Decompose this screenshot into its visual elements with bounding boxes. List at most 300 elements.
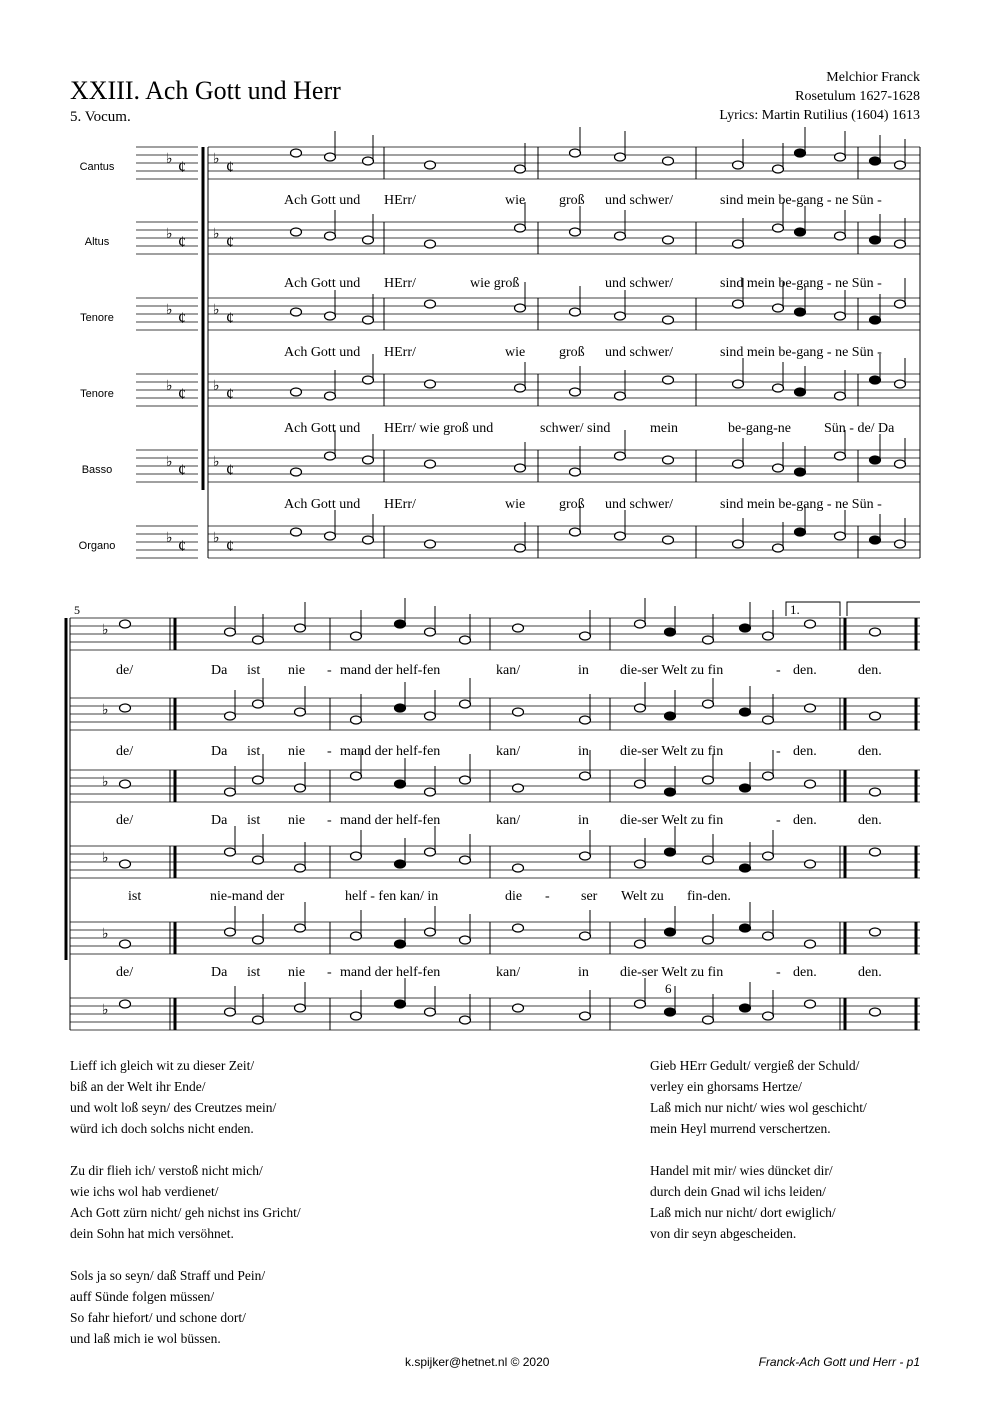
note (363, 236, 374, 244)
note (615, 392, 626, 400)
system-1-lyrics (284, 193, 895, 512)
lyric-line-tenore-2 (284, 421, 895, 436)
lyric: sind mein be-gang - ne Sün - (720, 193, 882, 208)
note (580, 716, 591, 724)
verse-line: und laß mich ie wol büssen. (70, 1331, 221, 1346)
lyric: die-ser Welt zu fin (620, 744, 724, 759)
verse-line: So fahr hiefort/ und schone dort/ (70, 1310, 246, 1325)
verses-left (70, 1055, 301, 1370)
note (395, 940, 406, 948)
lyric-line-tenore-2 (128, 889, 731, 904)
note (703, 856, 714, 864)
note (773, 384, 784, 392)
note (665, 928, 676, 936)
flat-sign: ♭ (213, 531, 220, 546)
voice-label-tenore-2: Tenore (80, 388, 114, 400)
lyric: - (327, 965, 332, 980)
verse-line: Sols ja so seyn/ daß Straff und Pein/ (70, 1268, 266, 1283)
note (295, 864, 306, 872)
note (733, 300, 744, 308)
lyric: groß (559, 497, 585, 512)
lyric: die (505, 889, 523, 904)
lyric: nie (288, 663, 306, 678)
lyric: kan/ (496, 744, 521, 759)
note (291, 388, 302, 396)
note (513, 924, 524, 932)
verse-line: biß an der Welt ihr Ende/ (70, 1079, 206, 1094)
note (295, 924, 306, 932)
note (763, 932, 774, 940)
lyric: - (776, 744, 781, 759)
note (513, 1004, 524, 1012)
note (805, 1000, 816, 1008)
note (835, 312, 846, 320)
lyric: ist (247, 965, 261, 980)
flat-sign: ♭ (166, 227, 173, 242)
note (740, 1004, 751, 1012)
lyric: groß (559, 193, 585, 208)
note (580, 852, 591, 860)
lyric: mand der helf-fen (340, 965, 441, 980)
note (515, 384, 526, 392)
voice-label-basso: Basso (81, 464, 113, 476)
note (513, 624, 524, 632)
note (895, 460, 906, 468)
lyric: mand der helf-fen (340, 744, 441, 759)
note (835, 452, 846, 460)
lyric: nie-mand der (210, 889, 285, 904)
note (570, 388, 581, 396)
note (805, 620, 816, 628)
lyric: wie groß (470, 276, 520, 291)
note (513, 864, 524, 872)
note (795, 468, 806, 476)
lyric: wie (505, 497, 526, 512)
verse-line: auff Sünde folgen müssen/ (70, 1289, 215, 1304)
note (291, 308, 302, 316)
note (425, 161, 436, 169)
note (740, 784, 751, 792)
note (895, 540, 906, 548)
staff (70, 618, 920, 650)
flat-sign: ♭ (166, 455, 173, 470)
note (795, 149, 806, 157)
note (425, 712, 436, 720)
lyric: ser (581, 889, 598, 904)
note (835, 392, 846, 400)
volta-label: 1. (790, 602, 800, 617)
note (225, 848, 236, 856)
note (615, 312, 626, 320)
note (733, 161, 744, 169)
flat-sign: ♭ (102, 703, 109, 718)
note (425, 848, 436, 856)
note (870, 788, 881, 796)
note (835, 532, 846, 540)
flat-sign: ♭ (102, 1003, 109, 1018)
note (513, 708, 524, 716)
note (425, 540, 436, 548)
note (225, 1008, 236, 1016)
lyric: fin-den. (687, 889, 731, 904)
note (325, 153, 336, 161)
note (295, 624, 306, 632)
note (225, 788, 236, 796)
note (773, 464, 784, 472)
note (580, 632, 591, 640)
note (460, 936, 471, 944)
note (870, 157, 881, 165)
note (635, 704, 646, 712)
note (291, 528, 302, 536)
note (665, 712, 676, 720)
lyric: Da (211, 965, 228, 980)
note (665, 1008, 676, 1016)
time-signature: ¢ (178, 538, 186, 555)
note (325, 312, 336, 320)
note (515, 304, 526, 312)
note (773, 304, 784, 312)
note (733, 460, 744, 468)
time-signature: ¢ (178, 386, 186, 403)
note (425, 380, 436, 388)
time-signature: ¢ (178, 462, 186, 479)
time-signature: ¢ (226, 310, 234, 327)
note (425, 460, 436, 468)
lyric: die-ser Welt zu fin (620, 813, 724, 828)
lyric: de/ (116, 663, 134, 678)
note (805, 860, 816, 868)
note (120, 704, 131, 712)
verse (70, 1160, 301, 1244)
note (663, 456, 674, 464)
verse-line: Zu dir flieh ich/ verstoß nicht mich/ (70, 1163, 263, 1178)
note (515, 165, 526, 173)
note (580, 932, 591, 940)
lyric: in (578, 965, 589, 980)
staff (208, 450, 920, 482)
verses-right (650, 1055, 867, 1265)
lyric: den. (793, 965, 817, 980)
lyric: HErr/ (384, 345, 416, 360)
flat-sign: ♭ (213, 303, 220, 318)
note (740, 624, 751, 632)
lyricist: Lyrics: Martin Rutilius (1604) 1613 (719, 108, 920, 123)
lyric: kan/ (496, 663, 521, 678)
note (870, 316, 881, 324)
flat-sign: ♭ (102, 775, 109, 790)
note (225, 712, 236, 720)
lyric-line-altus (116, 744, 882, 759)
note (805, 704, 816, 712)
lyric: ist (128, 889, 142, 904)
verse-line: Laß mich nur nicht/ dort ewiglich/ (650, 1205, 836, 1220)
note (763, 852, 774, 860)
lyric-line-cantus (284, 193, 882, 208)
note (425, 240, 436, 248)
note (870, 536, 881, 544)
lyric: HErr/ (384, 193, 416, 208)
staff (70, 998, 920, 1030)
verse-line: Handel mit mir/ wies düncket dir/ (650, 1163, 833, 1178)
time-signature: ¢ (226, 538, 234, 555)
note (570, 528, 581, 536)
note (460, 700, 471, 708)
volta-bracket (786, 602, 920, 617)
lyric: de/ (116, 744, 134, 759)
verse-line: Gieb HErr Gedult/ vergieß der Schuld/ (650, 1058, 860, 1073)
lyric: den. (793, 663, 817, 678)
time-signature: ¢ (178, 234, 186, 251)
note (570, 149, 581, 157)
note (763, 716, 774, 724)
note (325, 232, 336, 240)
lyric: - (327, 813, 332, 828)
note (580, 772, 591, 780)
note (870, 848, 881, 856)
note (805, 780, 816, 788)
lyric: die-ser Welt zu fin (620, 663, 724, 678)
note (703, 776, 714, 784)
note (425, 1008, 436, 1016)
lyric: Da (211, 744, 228, 759)
note (635, 1000, 646, 1008)
verse-line: verley ein ghorsams Hertze/ (650, 1079, 802, 1094)
note (513, 784, 524, 792)
lyric-line-tenore-1 (116, 813, 882, 828)
verse (70, 1265, 301, 1349)
verse-line: mein Heyl murrend verschertzen. (650, 1121, 831, 1136)
time-signature: ¢ (226, 386, 234, 403)
lyric: mand der helf-fen (340, 663, 441, 678)
note (663, 236, 674, 244)
note (291, 228, 302, 236)
note (665, 848, 676, 856)
note (351, 852, 362, 860)
lyric: den. (793, 744, 817, 759)
note (795, 388, 806, 396)
time-signature: ¢ (226, 159, 234, 176)
note (425, 788, 436, 796)
lyric: und schwer/ (605, 193, 674, 208)
note (615, 452, 626, 460)
note (395, 860, 406, 868)
time-signature: ¢ (178, 310, 186, 327)
note (740, 708, 751, 716)
lyric: - (545, 889, 550, 904)
figured-bass: 6 (665, 981, 672, 996)
note (763, 632, 774, 640)
note (515, 224, 526, 232)
lyric: helf - fen kan/ in (345, 889, 439, 904)
lyric: in (578, 663, 589, 678)
time-signature: ¢ (178, 159, 186, 176)
note (460, 636, 471, 644)
note (570, 468, 581, 476)
lyric: Ach Gott und (284, 276, 361, 291)
note (703, 1016, 714, 1024)
lyric: wie (505, 345, 526, 360)
note (460, 856, 471, 864)
note (253, 700, 264, 708)
lyric-line-cantus (116, 663, 882, 678)
staff (70, 698, 920, 730)
note (515, 464, 526, 472)
note (733, 540, 744, 548)
lyric: Welt zu (621, 889, 664, 904)
staff (70, 922, 920, 954)
note (253, 776, 264, 784)
note (703, 700, 714, 708)
voice-label-cantus: Cantus (79, 161, 115, 173)
flat-sign: ♭ (166, 531, 173, 546)
note (665, 628, 676, 636)
note (870, 376, 881, 384)
note (351, 1012, 362, 1020)
flat-sign: ♭ (166, 303, 173, 318)
note (253, 936, 264, 944)
lyric: de/ (116, 965, 134, 980)
note (325, 392, 336, 400)
lyric-line-tenore-1 (284, 345, 882, 360)
note (325, 452, 336, 460)
note (635, 860, 646, 868)
lyric: nie (288, 965, 306, 980)
time-signature: ¢ (226, 462, 234, 479)
note (870, 236, 881, 244)
piece-title: XXIII. Ach Gott und Herr (70, 76, 341, 105)
lyric: den. (858, 744, 882, 759)
note (663, 536, 674, 544)
note (253, 1016, 264, 1024)
note (895, 240, 906, 248)
note (363, 157, 374, 165)
verse (70, 1055, 301, 1139)
lyric: und schwer/ (605, 497, 674, 512)
verse (650, 1055, 867, 1139)
lyric: Ach Gott und (284, 421, 361, 436)
note (363, 316, 374, 324)
note (635, 620, 646, 628)
lyric: mein (650, 421, 678, 436)
note (615, 532, 626, 540)
staff (70, 846, 920, 878)
note (460, 1016, 471, 1024)
note (395, 780, 406, 788)
note (895, 161, 906, 169)
verse-line: und wolt loß seyn/ des Creutzes mein/ (70, 1100, 277, 1115)
note (295, 708, 306, 716)
lyric: den. (858, 663, 882, 678)
lyric: in (578, 813, 589, 828)
note (795, 528, 806, 536)
staff (70, 770, 920, 802)
verse-line: Lieff ich gleich wit zu dieser Zeit/ (70, 1058, 255, 1073)
lyric: ist (247, 813, 261, 828)
note (225, 628, 236, 636)
lyric: - (776, 965, 781, 980)
note (425, 628, 436, 636)
flat-sign: ♭ (213, 152, 220, 167)
voice-label-tenore-1: Tenore (80, 312, 114, 324)
staff (208, 374, 920, 406)
note (635, 940, 646, 948)
note (615, 153, 626, 161)
flat-sign: ♭ (166, 152, 173, 167)
lyric: und schwer/ (605, 276, 674, 291)
note (363, 376, 374, 384)
lyric: mand der helf-fen (340, 813, 441, 828)
note (120, 1000, 131, 1008)
note (663, 157, 674, 165)
lyric: wie (505, 193, 526, 208)
note (120, 940, 131, 948)
lyric: Sün - de/ Da (824, 421, 895, 436)
footer-page-label: Franck-Ach Gott und Herr - p1 (758, 1355, 920, 1369)
flat-sign: ♭ (102, 623, 109, 638)
lyric: sind mein be-gang - ne Sün - (720, 276, 882, 291)
staff (208, 298, 920, 330)
note (835, 232, 846, 240)
lyric: ist (247, 744, 261, 759)
lyric: den. (793, 813, 817, 828)
flat-sign: ♭ (213, 455, 220, 470)
note (733, 240, 744, 248)
lyric: sind mein be-gang - ne Sün - (720, 497, 882, 512)
note (325, 532, 336, 540)
flat-sign: ♭ (213, 227, 220, 242)
lyric: den. (858, 813, 882, 828)
note (805, 940, 816, 948)
note (295, 1004, 306, 1012)
time-signature: ¢ (226, 234, 234, 251)
voice-label-altus: Altus (84, 236, 110, 248)
note (570, 228, 581, 236)
lyric: sind mein be-gang - ne Sün - (720, 345, 882, 360)
note (895, 300, 906, 308)
verse-line: Ach Gott zürn nicht/ geh nichst ins Gricht/ (70, 1205, 301, 1220)
lyric: ist (247, 663, 261, 678)
note (253, 636, 264, 644)
verse-line: dein Sohn hat mich versöhnet. (70, 1226, 234, 1241)
lyric: - (776, 663, 781, 678)
note (733, 380, 744, 388)
lyric: HErr/ (384, 276, 416, 291)
note (795, 308, 806, 316)
note (870, 1008, 881, 1016)
note (740, 924, 751, 932)
note (363, 456, 374, 464)
verse-line: von dir seyn abgescheiden. (650, 1226, 797, 1241)
lyric: be-gang-ne (728, 421, 791, 436)
note (663, 316, 674, 324)
note (870, 712, 881, 720)
piece-subtitle: 5. Vocum. (70, 109, 131, 125)
note (740, 864, 751, 872)
staff (208, 526, 920, 558)
note (120, 620, 131, 628)
note (460, 776, 471, 784)
footer-copyright: k.spijker@hetnet.nl © 2020 (405, 1355, 550, 1369)
flat-sign: ♭ (213, 379, 220, 394)
staff (208, 147, 920, 179)
note (795, 228, 806, 236)
note (120, 780, 131, 788)
note (120, 860, 131, 868)
note (295, 784, 306, 792)
source: Rosetulum 1627-1628 (795, 89, 920, 104)
note (395, 704, 406, 712)
